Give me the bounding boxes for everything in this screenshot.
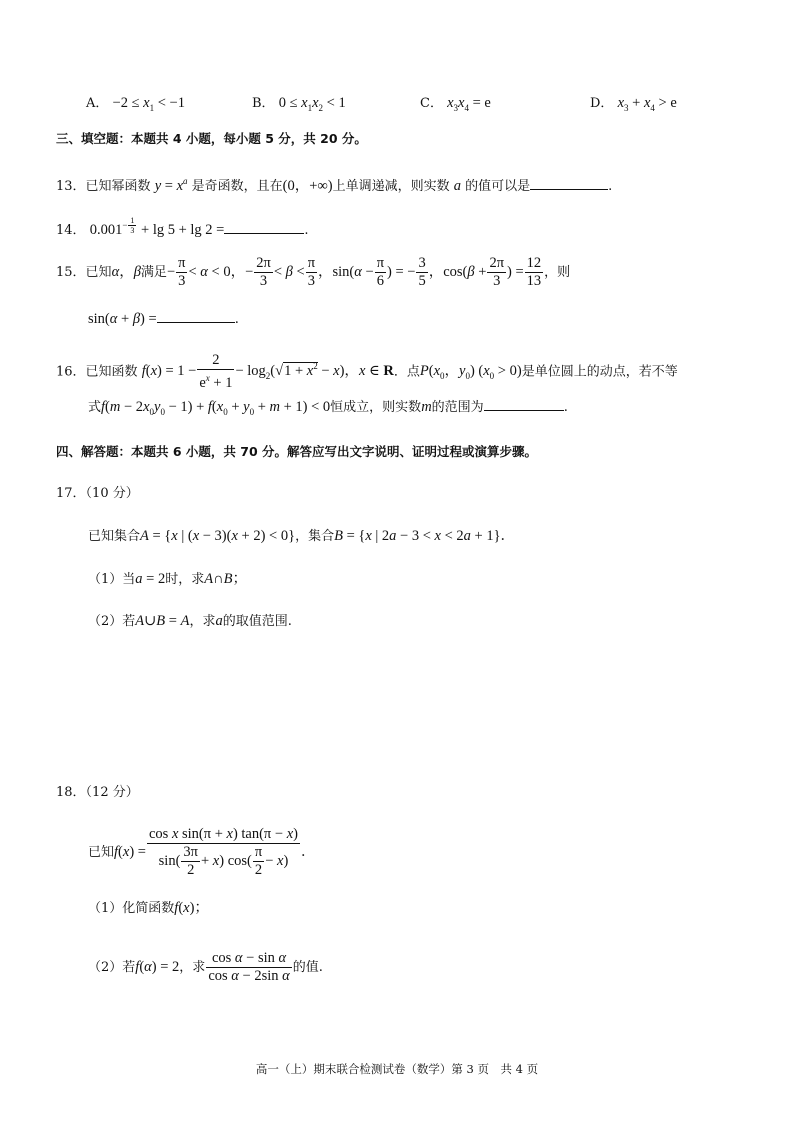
option-a: A． $-2 \le x_1 < -1$ — [86, 95, 185, 113]
question-17-stem: 已知集合A = {x | (x − 3)(x + 2) < 0}，集合B = {x | 2a − 3 < x < 2a + 1}． — [88, 528, 516, 544]
option-c: C． $x_3x_4 = e$ — [420, 95, 491, 113]
section-heading-fill-in: 三、填空题：本题共 4 小题，每小题 5 分，共 20 分。 — [56, 131, 367, 146]
question-17-header: 17．（10 分） — [56, 486, 139, 501]
question-18-stem: 已知f(x) = cos x sin(π + x) tan(π − x) sin( $\frac{3\pi}{2}$ + x) cos( $\frac{\pi}{2}$ − x) ． — [88, 826, 316, 878]
page-footer: 高一（上）期末联合检测试卷（数学）第 3 页 共 4 页 — [255, 1062, 539, 1076]
question-15: 15．已知α，β满足− $\frac{\pi}{3}$ < α < 0，− $\frac{2\pi}{3}$ < β < $\frac{\pi}{3}$ ，sin(α − $\frac{\pi}{6}$ ) = − $\frac{3}{5}$ ，cos(β + $\frac{2\pi}{3}$ ) = $\frac{12}{13}$ ，则 — [56, 255, 571, 289]
question-17-part-1: （1）当a = 2时，求A∩B； — [88, 571, 247, 587]
answer-blank[interactable] — [530, 177, 608, 190]
answer-blank[interactable] — [224, 221, 304, 234]
answer-blank[interactable] — [484, 398, 564, 411]
question-18-part-1: （1）化简函数f(x)； — [88, 900, 209, 916]
question-16-cont: 式$f(m - 2x_0y_0 - 1) + f(x_0 + y_0 + m + 1) < 0$恒成立，则实数m的范围为 . — [88, 399, 568, 417]
question-18-part-2: （2）若f(α) = 2，求 $\frac{\text{cos α − sin α}}{\text{cos α − 2sin α}}$ 的值. — [88, 950, 323, 984]
question-15-answer-line: sin(α + β) = . — [88, 311, 239, 327]
question-16: 16．已知函数 f(x) = 1 − $\frac{2}{e^x + 1}$ − $\log_2(√1 + x^2 - x)$，x ∈ R．点$P(x_0$，$y_0$) $(x_0 > 0)$是单位圆上的动点，若不等 — [56, 352, 678, 391]
question-18-header: 18．（12 分） — [56, 785, 139, 800]
question-14: 14． $0.001^{- \frac{1}{3}}$ + lg 5 + lg 2 = . — [56, 216, 309, 238]
answer-blank[interactable] — [157, 310, 235, 323]
option-b: B． $0 \le x_1x_2 < 1$ — [252, 95, 346, 113]
section-heading-solutions: 四、解答题：本题共 6 小题，共 70 分。解答应写出文字说明、证明过程或演算步骤。 — [56, 444, 538, 459]
question-13: 13．已知幂函数 $y = x^a$ 是奇函数，且在(0，+∞)上单调递减，则实数 a 的值可以是 . — [56, 176, 613, 194]
option-d: D． $x_3 + x_4 > e$ — [590, 95, 677, 113]
question-17-part-2: （2）若A∪B = A，求a的取值范围. — [88, 613, 292, 629]
